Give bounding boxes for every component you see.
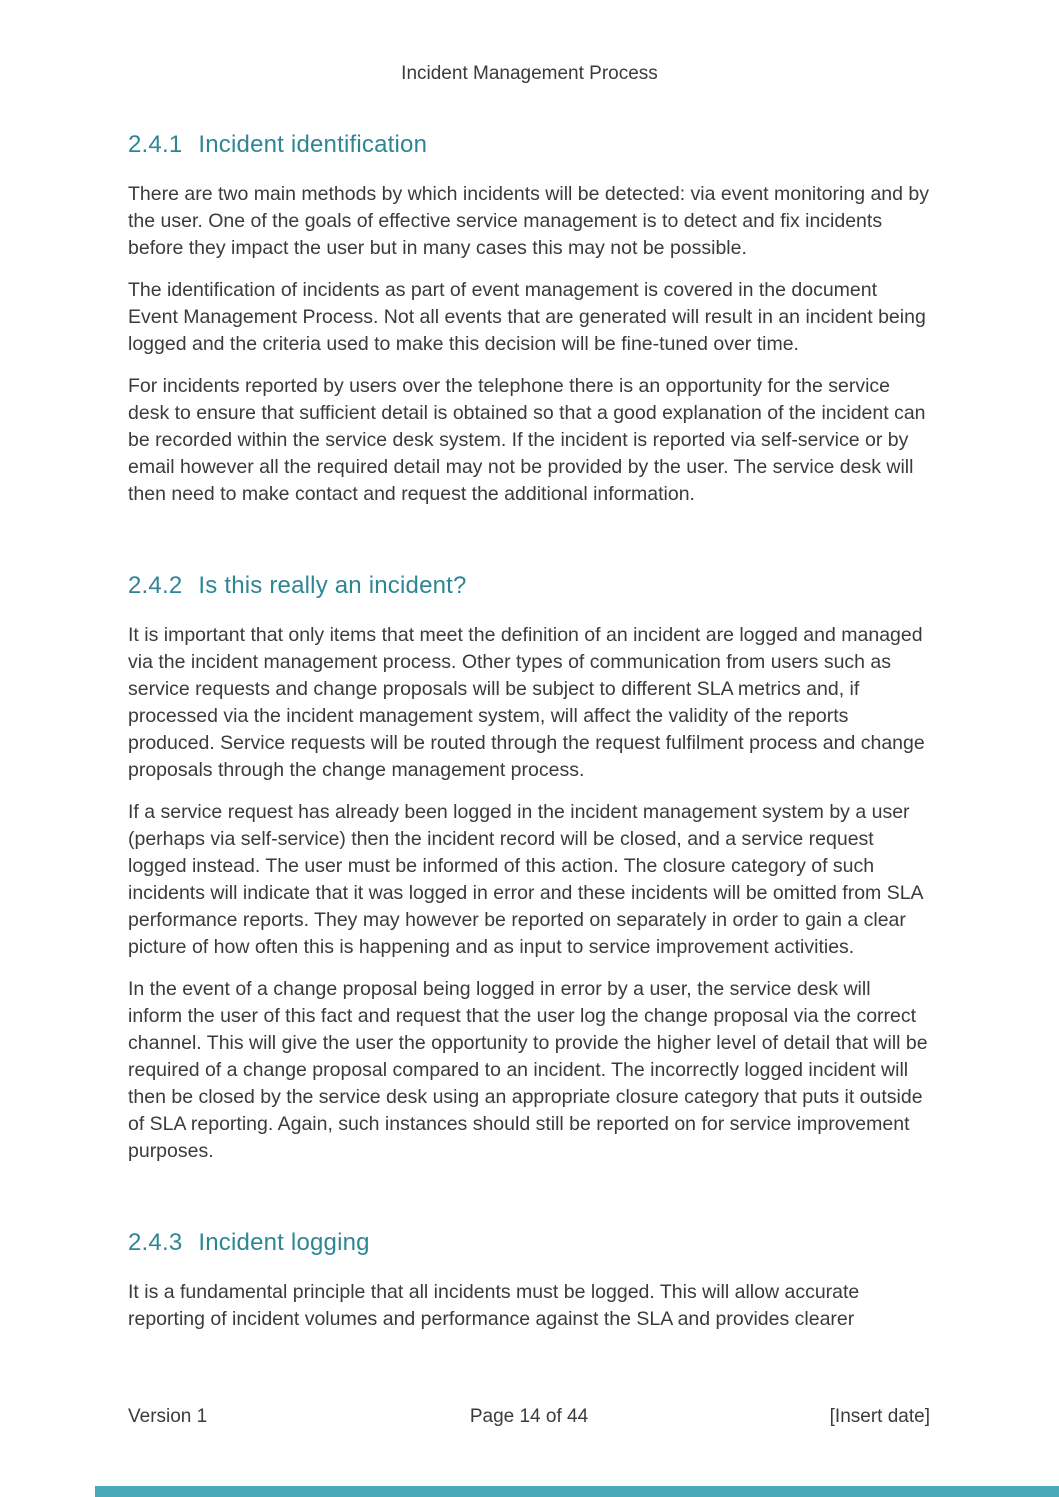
footer-accent-bar (95, 1486, 1059, 1497)
section-title: Incident logging (198, 1229, 370, 1256)
section-heading-is-this-really-an-incident (128, 572, 930, 600)
footer-version: Version 1 (128, 1406, 208, 1427)
paragraph: It is important that only items that meet the definition of an incident are logged and managed via the incident management process. Other types of communication from users such as service requests and change proposals will be subject to different SLA metrics and, if processed via the incident management system, will affect the validity of the reports produced. Service requests will be routed through the request fulfilment process and change proposals through the change management process. (128, 624, 925, 781)
section-title: Incident identification (198, 131, 428, 158)
paragraph: The identification of incidents as part of event management is covered in the document Event Management Process. Not all events that are generated will result in an incident being logged and the criteria used to make this decision will be fine-tuned over time. (128, 279, 926, 355)
section-number: 2.4.2 (128, 572, 183, 599)
document-title-header: Incident Management Process (401, 63, 658, 84)
paragraph: In the event of a change proposal being logged in error by a user, the service desk will inform the user of this fact and request that the user log the change proposal via the correct channel. This will give the user the opportunity to provide the higher level of detail that will be required of a change proposal compared to an incident. The incorrectly logged incident will then be closed by the service desk using an appropriate closure category that puts it outside of SLA reporting. Again, such instances should still be reported on for service improvement purposes. (128, 978, 928, 1162)
paragraph: It is a fundamental principle that all incidents must be logged. This will allow accurate reporting of incident volumes and performance against the SLA and provides clearer (128, 1281, 860, 1330)
section-number: 2.4.3 (128, 1229, 183, 1256)
paragraph: For incidents reported by users over the telephone there is an opportunity for the service desk to ensure that sufficient detail is obtained so that a good explanation of the incident can be recorded within the service desk system. If the incident is reported via self-service or by email however all the required detail may not be provided by the user. The service desk will then need to make contact and request the additional information. (128, 375, 926, 505)
paragraph: There are two main methods by which incidents will be detected: via event monitoring and by the user. One of the goals of effective service management is to detect and fix incidents before they impact the user but in many cases this may not be possible. (128, 183, 930, 259)
footer-page-number: Page 14 of 44 (469, 1406, 589, 1427)
section-number: 2.4.1 (128, 131, 183, 158)
paragraph: If a service request has already been logged in the incident management system by a user (perhaps via self-service) then the incident record will be closed, and a service request logged instead. The user must be informed of this action. The closure category of such incidents will indicate that it was logged in error and these incidents will be omitted from SLA performance reports. They may however be reported on separately in order to gain a clear picture of how often this is happening and as input to service improvement activities. (128, 801, 923, 958)
footer-date-placeholder: [Insert date] (829, 1406, 930, 1427)
page-footer (128, 1406, 930, 1428)
document-body (128, 131, 930, 1333)
section-heading-incident-logging (128, 1229, 930, 1257)
section-title: Is this really an incident? (198, 572, 467, 599)
section-heading-incident-identification (128, 131, 930, 159)
